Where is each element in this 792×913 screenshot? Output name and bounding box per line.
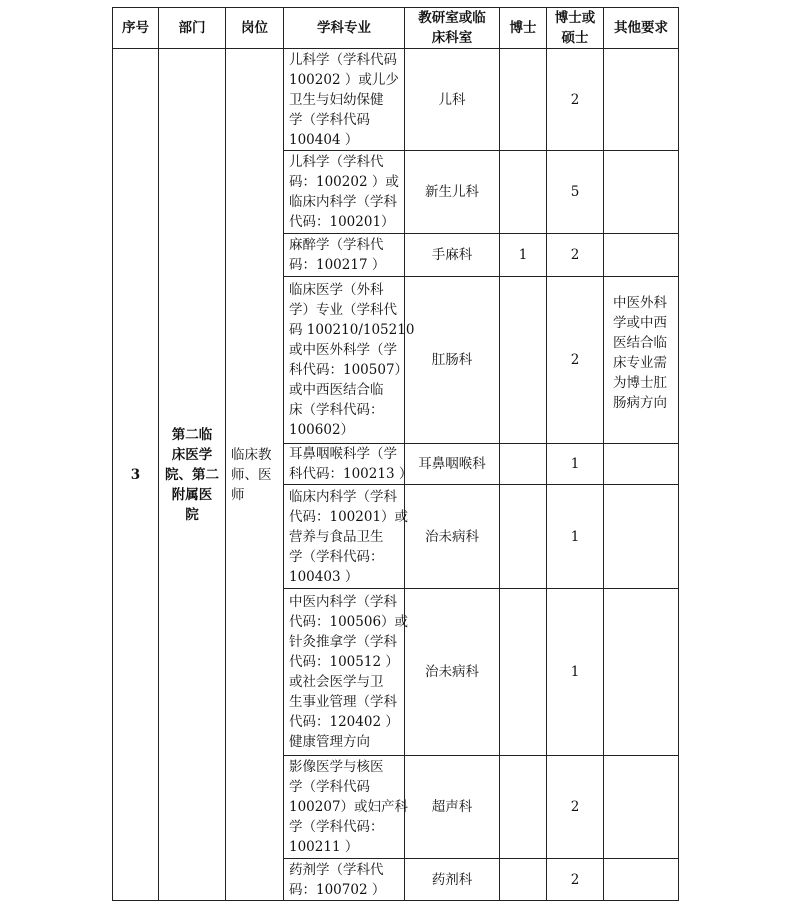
major-line: 代码：100201）或 [289,508,409,525]
other-cell [604,277,679,444]
room-cell: 手麻科 [405,234,500,277]
other-cell [604,151,679,234]
major-line: 生事业管理（学科 [289,694,397,710]
header-other: 其他要求 [604,8,679,49]
major-line: 码：100217 ） [289,257,386,273]
major-cell [284,859,405,901]
other-line: 为博士肛 [613,375,667,391]
phd-master-cell: 2 [547,234,604,277]
dept-line: 院 [185,506,199,523]
major-cell [284,444,413,485]
phd-cell [500,756,547,859]
recruitment-table [112,7,679,901]
post-cell [226,49,284,901]
phd-cell [500,485,547,589]
header-phd-master-line: 硕士 [561,30,589,46]
major-line: 码：100702 ） [289,881,386,898]
major-line: 临床内科学（学科 [289,194,397,210]
header-phd-master [547,8,604,49]
room-cell: 新生儿科 [405,151,500,234]
room-cell: 超声科 [405,756,500,859]
major-cell [284,49,405,151]
major-line: 代码：100512 ） [289,654,399,670]
room-cell: 药剂科 [405,859,500,901]
dept-line: 附属医 [171,486,213,503]
phd-master-cell: 2 [547,859,604,901]
major-line: 学）专业（学科代 [289,302,397,318]
other-cell [604,589,679,756]
phd-cell [500,859,547,901]
major-cell [284,485,409,589]
phd-cell [500,49,547,151]
major-line: 代码：120402 ） [289,714,399,730]
phd-cell [500,151,547,234]
dept-line: 第二临 [171,426,213,443]
major-line: 儿科学（学科代 [289,154,384,170]
major-line: 学（学科代码 [289,111,370,128]
phd-master-cell: 2 [547,49,604,151]
table-body [113,49,679,901]
major-cell [284,277,415,444]
room-cell: 儿科 [405,49,500,151]
phd-cell [500,277,547,444]
major-line: 健康管理方向 [289,734,370,750]
room-cell: 治未病科 [405,485,500,589]
header-phd-master-line: 博士或 [554,10,596,26]
header-room-line: 床科室 [431,30,473,46]
other-line: 中医外科 [613,295,667,311]
header-room-line: 教研室或临 [418,10,486,26]
other-cell [604,49,679,151]
other-cell [604,859,679,901]
room-cell: 治未病科 [405,589,500,756]
major-line: 针灸推拿学（学科 [289,634,397,650]
header-major: 学科专业 [284,8,405,49]
phd-master-cell: 2 [547,277,604,444]
major-line: 麻醉学（学科代 [289,237,384,253]
major-line: 或中西医结合临 [289,382,384,398]
phd-master-cell: 2 [547,756,604,859]
major-line: 临床医学（外科 [289,282,384,298]
major-line: 码：100202 ）或 [289,174,399,190]
other-line: 医结合临 [613,335,667,351]
major-line: 学（学科代码： [289,819,384,835]
header-room [405,8,500,49]
other-cell [604,756,679,859]
major-line: 临床内科学（学科 [289,488,397,505]
major-line: 或社会医学与卫 [289,674,384,690]
major-line: 代码：100201） [289,214,395,230]
room-cell: 耳鼻咽喉科 [405,444,500,485]
major-line: 床（学科代码： [289,402,384,418]
header-dept: 部门 [159,8,226,49]
major-line: 100202 ）或儿少 [289,71,399,88]
major-cell [284,234,405,277]
header-seq: 序号 [113,8,159,49]
table-row [113,49,679,151]
header-row [113,8,679,49]
major-line: 儿科学（学科代码 [289,51,397,68]
other-cell [604,485,679,589]
post-line: 师、医 [231,466,272,483]
post-line: 师 [231,486,245,503]
major-line: 营养与食品卫生 [289,528,384,545]
major-line: 100403 ） [289,568,359,585]
dept-line: 床医学 [171,446,213,463]
other-cell [604,234,679,277]
phd-master-cell: 5 [547,151,604,234]
header-post: 岗位 [226,8,284,49]
phd-master-cell: 1 [547,485,604,589]
major-cell [284,151,405,234]
major-line: 科代码：100213 ） [289,466,413,482]
phd-cell [500,444,547,485]
major-line: 中医内科学（学科 [289,594,397,610]
other-line: 学或中西 [613,315,667,331]
room-cell: 肛肠科 [405,277,500,444]
phd-cell [500,589,547,756]
major-line: 耳鼻咽喉科学（学 [289,446,397,462]
major-line: 100211 ） [289,839,359,855]
post-line: 临床教 [231,446,272,463]
major-line: 学（学科代码 [289,779,370,795]
phd-master-cell: 1 [547,444,604,485]
major-line: 码 100210/105210 [289,322,415,338]
major-cell [284,756,409,859]
other-line: 肠病方向 [613,395,667,411]
major-line: 100404 ） [289,131,359,148]
major-line: 科代码：100507） [289,362,409,378]
major-line: 药剂学（学科代 [289,861,384,878]
major-line: 或中医外科学（学 [289,342,397,358]
other-line: 床专业需 [613,355,667,371]
major-cell [284,589,409,756]
major-line: 卫生与妇幼保健 [289,91,384,108]
major-line: 100207）或妇产科 [289,799,409,815]
header-phd: 博士 [500,8,547,49]
other-cell [604,444,679,485]
dept-cell [159,49,226,901]
major-line: 代码：100506）或 [289,614,409,630]
major-line: 100602） [289,422,355,438]
phd-cell: 1 [500,234,547,277]
dept-line: 院、第二 [165,466,219,483]
seq-cell: 3 [113,49,159,901]
major-line: 学（学科代码： [289,548,384,565]
major-line: 影像医学与核医 [289,759,384,775]
phd-master-cell: 1 [547,589,604,756]
